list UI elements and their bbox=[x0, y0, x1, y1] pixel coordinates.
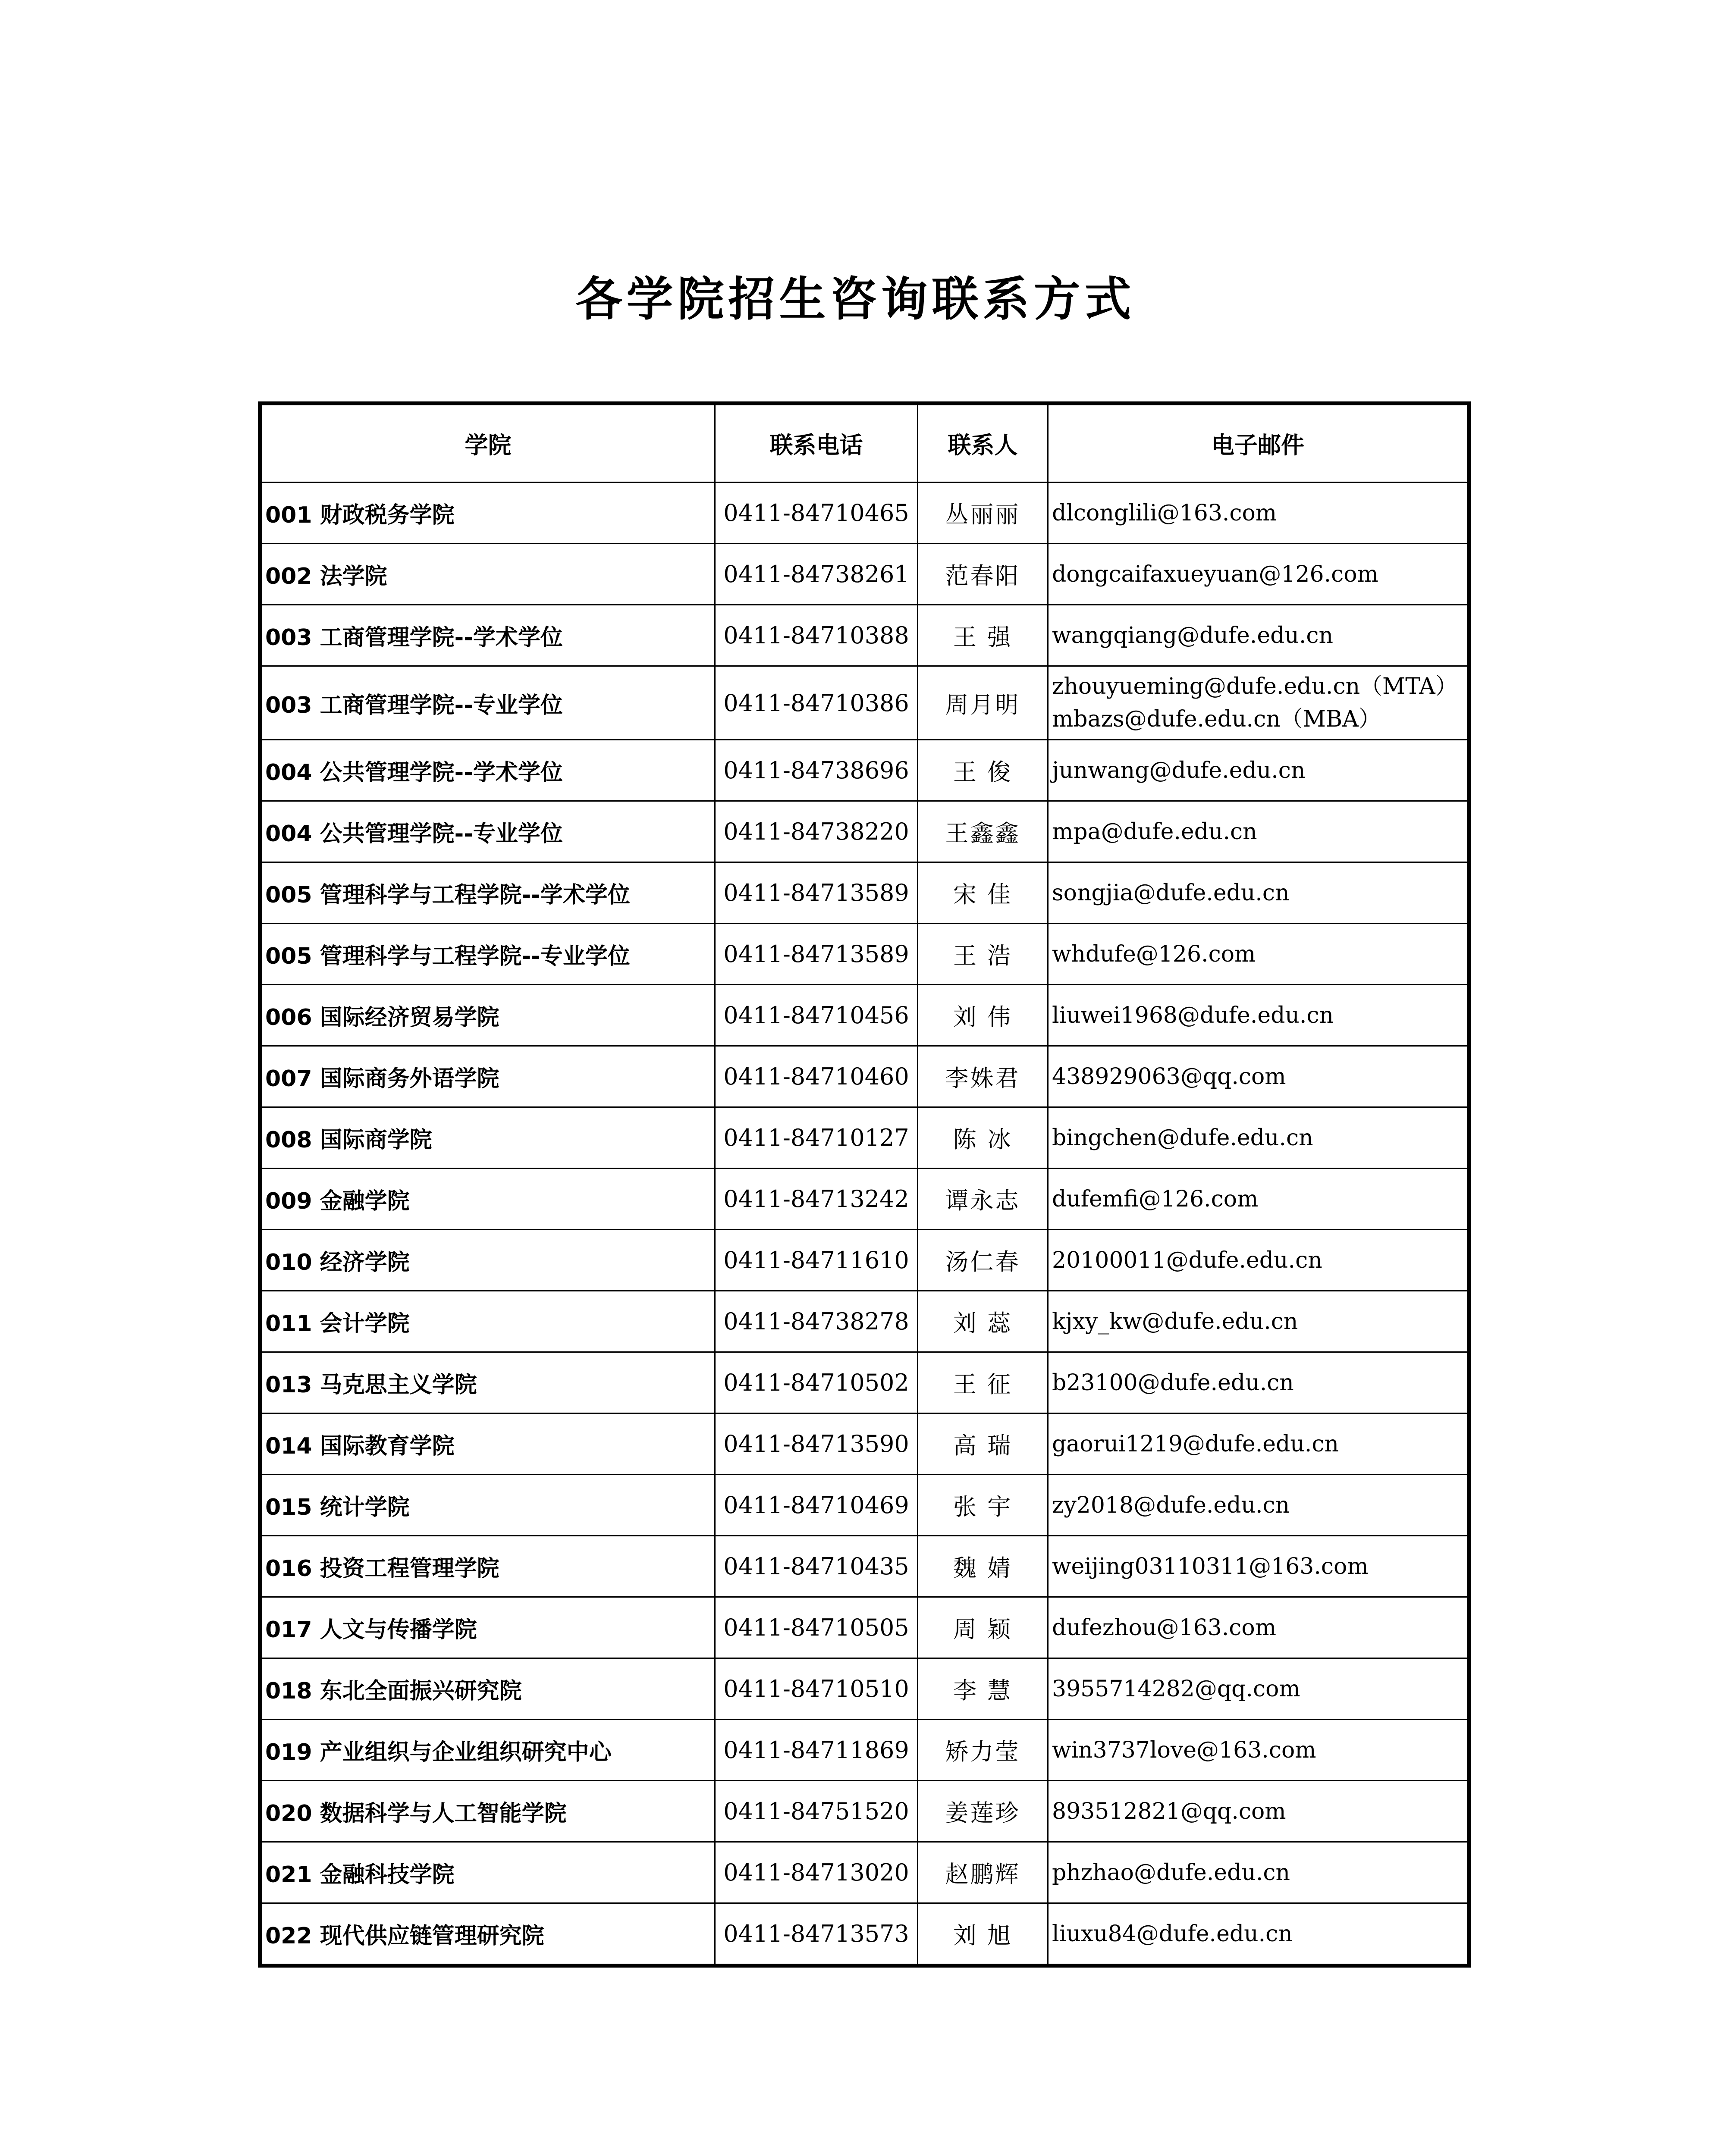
college-cell: 016 投资工程管理学院 bbox=[260, 1536, 715, 1597]
email-cell: win3737love@163.com bbox=[1048, 1720, 1469, 1781]
email-line: zhouyueming@dufe.edu.cn（MTA） bbox=[1052, 674, 1458, 699]
email-cell: wangqiang@dufe.edu.cn bbox=[1048, 605, 1469, 666]
phone-cell: 0411-84710469 bbox=[715, 1475, 918, 1536]
table-row bbox=[260, 1720, 1469, 1781]
header-person: 联系人 bbox=[918, 404, 1048, 483]
header-college: 学院 bbox=[260, 404, 715, 483]
phone-cell: 0411-84713020 bbox=[715, 1842, 918, 1903]
phone-cell: 0411-84710388 bbox=[715, 605, 918, 666]
email-cell: bingchen@dufe.edu.cn bbox=[1048, 1107, 1469, 1169]
email-cell: dongcaifaxueyuan@126.com bbox=[1048, 544, 1469, 605]
college-cell: 001 财政税务学院 bbox=[260, 483, 715, 544]
email-cell: dufemfi@126.com bbox=[1048, 1169, 1469, 1230]
college-cell: 019 产业组织与企业组织研究中心 bbox=[260, 1720, 715, 1781]
email-line: mbazs@dufe.edu.cn（MBA） bbox=[1052, 706, 1381, 732]
phone-cell: 0411-84710510 bbox=[715, 1658, 918, 1720]
table-body bbox=[260, 483, 1469, 1966]
college-cell: 020 数据科学与人工智能学院 bbox=[260, 1781, 715, 1842]
person-cell: 王 俊 bbox=[918, 740, 1048, 801]
college-cell: 004 公共管理学院--学术学位 bbox=[260, 740, 715, 801]
person-cell: 矫力莹 bbox=[918, 1720, 1048, 1781]
college-cell: 022 现代供应链管理研究院 bbox=[260, 1903, 715, 1966]
header-phone: 联系电话 bbox=[715, 404, 918, 483]
email-cell: weijing03110311@163.com bbox=[1048, 1536, 1469, 1597]
college-cell: 021 金融科技学院 bbox=[260, 1842, 715, 1903]
college-cell: 006 国际经济贸易学院 bbox=[260, 985, 715, 1046]
college-cell: 014 国际教育学院 bbox=[260, 1413, 715, 1475]
person-cell: 高 瑞 bbox=[918, 1413, 1048, 1475]
email-cell: 438929063@qq.com bbox=[1048, 1046, 1469, 1107]
phone-cell: 0411-84710456 bbox=[715, 985, 918, 1046]
table-row bbox=[260, 1352, 1469, 1413]
table-row bbox=[260, 1230, 1469, 1291]
phone-cell: 0411-84713242 bbox=[715, 1169, 918, 1230]
table-row bbox=[260, 544, 1469, 605]
email-cell: kjxy_kw@dufe.edu.cn bbox=[1048, 1291, 1469, 1352]
phone-cell: 0411-84710127 bbox=[715, 1107, 918, 1169]
person-cell: 刘 蕊 bbox=[918, 1291, 1048, 1352]
email-cell: mpa@dufe.edu.cn bbox=[1048, 801, 1469, 862]
contact-table bbox=[258, 401, 1471, 1968]
person-cell: 王鑫鑫 bbox=[918, 801, 1048, 862]
email-cell: b23100@dufe.edu.cn bbox=[1048, 1352, 1469, 1413]
college-cell: 002 法学院 bbox=[260, 544, 715, 605]
person-cell: 刘 伟 bbox=[918, 985, 1048, 1046]
phone-cell: 0411-84710465 bbox=[715, 483, 918, 544]
page-title: 各学院招生咨询联系方式 bbox=[575, 273, 1136, 326]
person-cell: 谭永志 bbox=[918, 1169, 1048, 1230]
phone-cell: 0411-84710502 bbox=[715, 1352, 918, 1413]
college-cell: 004 公共管理学院--专业学位 bbox=[260, 801, 715, 862]
college-cell: 013 马克思主义学院 bbox=[260, 1352, 715, 1413]
table-row bbox=[260, 1903, 1469, 1966]
college-cell: 005 管理科学与工程学院--学术学位 bbox=[260, 862, 715, 924]
phone-cell: 0411-84711869 bbox=[715, 1720, 918, 1781]
person-cell: 周 颖 bbox=[918, 1597, 1048, 1658]
table-row bbox=[260, 862, 1469, 924]
email-cell bbox=[1048, 666, 1469, 740]
email-cell: liuxu84@dufe.edu.cn bbox=[1048, 1903, 1469, 1966]
table-row bbox=[260, 1413, 1469, 1475]
phone-cell: 0411-84713589 bbox=[715, 924, 918, 985]
table-row bbox=[260, 801, 1469, 862]
college-cell: 011 会计学院 bbox=[260, 1291, 715, 1352]
table-header-row bbox=[260, 404, 1469, 483]
person-cell: 王 浩 bbox=[918, 924, 1048, 985]
college-cell: 003 工商管理学院--专业学位 bbox=[260, 666, 715, 740]
person-cell: 张 宇 bbox=[918, 1475, 1048, 1536]
table-row bbox=[260, 1781, 1469, 1842]
table-row bbox=[260, 1658, 1469, 1720]
phone-cell: 0411-84710505 bbox=[715, 1597, 918, 1658]
email-cell: junwang@dufe.edu.cn bbox=[1048, 740, 1469, 801]
table-row bbox=[260, 1291, 1469, 1352]
phone-cell: 0411-84738696 bbox=[715, 740, 918, 801]
table-row bbox=[260, 924, 1469, 985]
table-row bbox=[260, 1842, 1469, 1903]
phone-cell: 0411-84738261 bbox=[715, 544, 918, 605]
email-cell: dufezhou@163.com bbox=[1048, 1597, 1469, 1658]
phone-cell: 0411-84738220 bbox=[715, 801, 918, 862]
college-cell: 007 国际商务外语学院 bbox=[260, 1046, 715, 1107]
phone-cell: 0411-84738278 bbox=[715, 1291, 918, 1352]
person-cell: 李姝君 bbox=[918, 1046, 1048, 1107]
person-cell: 丛丽丽 bbox=[918, 483, 1048, 544]
college-cell: 008 国际商学院 bbox=[260, 1107, 715, 1169]
college-cell: 005 管理科学与工程学院--专业学位 bbox=[260, 924, 715, 985]
table-row bbox=[260, 1597, 1469, 1658]
email-cell: phzhao@dufe.edu.cn bbox=[1048, 1842, 1469, 1903]
phone-cell: 0411-84751520 bbox=[715, 1781, 918, 1842]
table-row bbox=[260, 1107, 1469, 1169]
email-cell: dlconglili@163.com bbox=[1048, 483, 1469, 544]
phone-cell: 0411-84710460 bbox=[715, 1046, 918, 1107]
college-cell: 018 东北全面振兴研究院 bbox=[260, 1658, 715, 1720]
person-cell: 陈 冰 bbox=[918, 1107, 1048, 1169]
phone-cell: 0411-84710435 bbox=[715, 1536, 918, 1597]
college-cell: 009 金融学院 bbox=[260, 1169, 715, 1230]
email-cell: 893512821@qq.com bbox=[1048, 1781, 1469, 1842]
email-cell: 3955714282@qq.com bbox=[1048, 1658, 1469, 1720]
table-row bbox=[260, 666, 1469, 740]
person-cell: 王 征 bbox=[918, 1352, 1048, 1413]
college-cell: 003 工商管理学院--学术学位 bbox=[260, 605, 715, 666]
table-row bbox=[260, 1536, 1469, 1597]
person-cell: 魏 婧 bbox=[918, 1536, 1048, 1597]
email-cell: zy2018@dufe.edu.cn bbox=[1048, 1475, 1469, 1536]
email-cell: 20100011@dufe.edu.cn bbox=[1048, 1230, 1469, 1291]
phone-cell: 0411-84713590 bbox=[715, 1413, 918, 1475]
header-email: 电子邮件 bbox=[1048, 404, 1469, 483]
email-cell: liuwei1968@dufe.edu.cn bbox=[1048, 985, 1469, 1046]
table-row bbox=[260, 1475, 1469, 1536]
person-cell: 汤仁春 bbox=[918, 1230, 1048, 1291]
email-cell: whdufe@126.com bbox=[1048, 924, 1469, 985]
phone-cell: 0411-84710386 bbox=[715, 666, 918, 740]
person-cell: 李 慧 bbox=[918, 1658, 1048, 1720]
table-row bbox=[260, 483, 1469, 544]
person-cell: 周月明 bbox=[918, 666, 1048, 740]
college-cell: 015 统计学院 bbox=[260, 1475, 715, 1536]
college-cell: 010 经济学院 bbox=[260, 1230, 715, 1291]
person-cell: 宋 佳 bbox=[918, 862, 1048, 924]
person-cell: 刘 旭 bbox=[918, 1903, 1048, 1966]
person-cell: 赵鹏辉 bbox=[918, 1842, 1048, 1903]
person-cell: 姜莲珍 bbox=[918, 1781, 1048, 1842]
table-row bbox=[260, 740, 1469, 801]
table-row bbox=[260, 605, 1469, 666]
table-row bbox=[260, 1046, 1469, 1107]
person-cell: 范春阳 bbox=[918, 544, 1048, 605]
phone-cell: 0411-84711610 bbox=[715, 1230, 918, 1291]
phone-cell: 0411-84713589 bbox=[715, 862, 918, 924]
email-cell: songjia@dufe.edu.cn bbox=[1048, 862, 1469, 924]
email-cell: gaorui1219@dufe.edu.cn bbox=[1048, 1413, 1469, 1475]
table-row bbox=[260, 985, 1469, 1046]
phone-cell: 0411-84713573 bbox=[715, 1903, 918, 1966]
college-cell: 017 人文与传播学院 bbox=[260, 1597, 715, 1658]
person-cell: 王 强 bbox=[918, 605, 1048, 666]
table-row bbox=[260, 1169, 1469, 1230]
